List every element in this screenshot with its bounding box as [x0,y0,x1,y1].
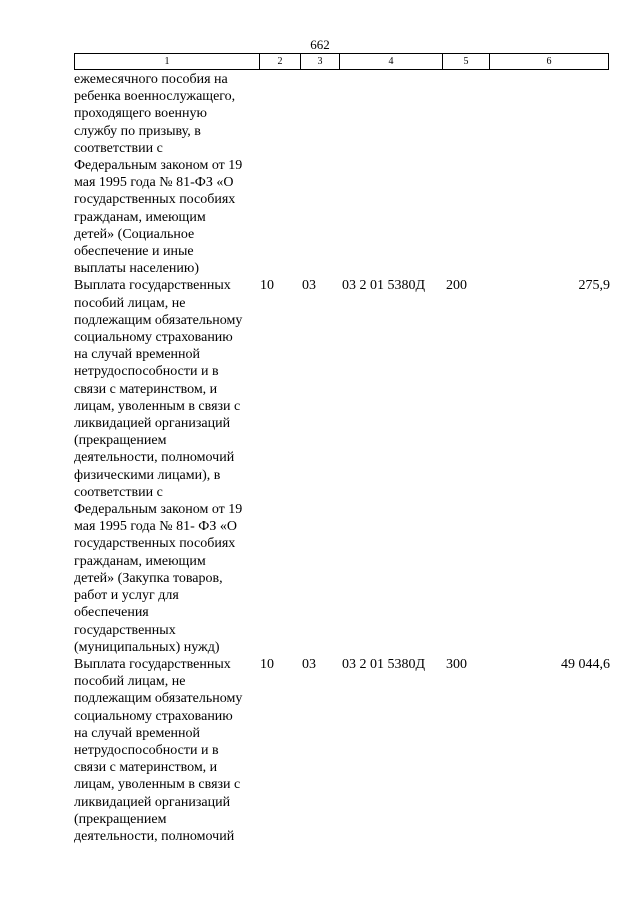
row-target-item: 03 2 01 5380Д [342,656,426,672]
column-number-2: 2 [260,54,301,70]
row-target-item: 03 2 01 5380Д [342,278,426,294]
row-section: 10 [260,656,274,672]
row-subsection: 03 [302,656,316,672]
table-row [74,71,610,277]
column-number-5: 5 [443,54,490,70]
row-description: Выплата государственных пособий лицам, не подлежащим обязательному социальному страхованию на случай временной нетрудоспособности и в связи с материнством, и лицам, уволенным в связи с ликвидацией организаций (прекращением деятельности, полномочий [74,656,243,844]
row-section [258,71,300,277]
row-amount: 49 044,6 [561,656,610,672]
column-number-1: 1 [75,54,260,70]
row-target-item [340,71,444,277]
row-subsection [300,71,340,277]
column-number-4: 4 [340,54,443,70]
row-amount [492,71,610,277]
column-header-row [74,53,609,70]
column-number-3: 3 [301,54,340,70]
row-subsection: 03 [302,278,316,294]
row-description: ежемесячного пособия на ребенка военнослужащего, проходящего военную службу по призыву, в соответствии с Федеральным законом от 19 мая 1995 года № 81-ФЗ «О государственных пособиях гражданам, имеющим детей» (Социальное обеспечение и иные выплаты населению) [74,72,243,277]
budget-table [74,71,610,845]
row-section: 10 [260,278,274,294]
row-expense-type: 300 [446,656,467,672]
row-expense-type [444,71,492,277]
page-number: 662 [310,37,330,52]
row-expense-type: 200 [446,278,467,294]
row-amount: 275,9 [578,278,610,294]
column-number-6: 6 [490,54,609,70]
row-description: Выплата государственных пособий лицам, не подлежащим обязательному социальному страхованию на случай временной нетрудоспособности и в связи с материнством, и лицам, уволенным в связи с ликвидацией организаций (прекращением деятельности, полномочий физическими лицами), в соответствии с Федеральным законом от 19 мая 1995 года № 81- ФЗ «О государственных пособиях гражданам, имеющим детей» (Закупка товаров, работ и услуг для обеспечения государственных (муниципальных) нужд) [74,278,243,655]
table-row [74,277,610,655]
table-row [74,656,610,845]
